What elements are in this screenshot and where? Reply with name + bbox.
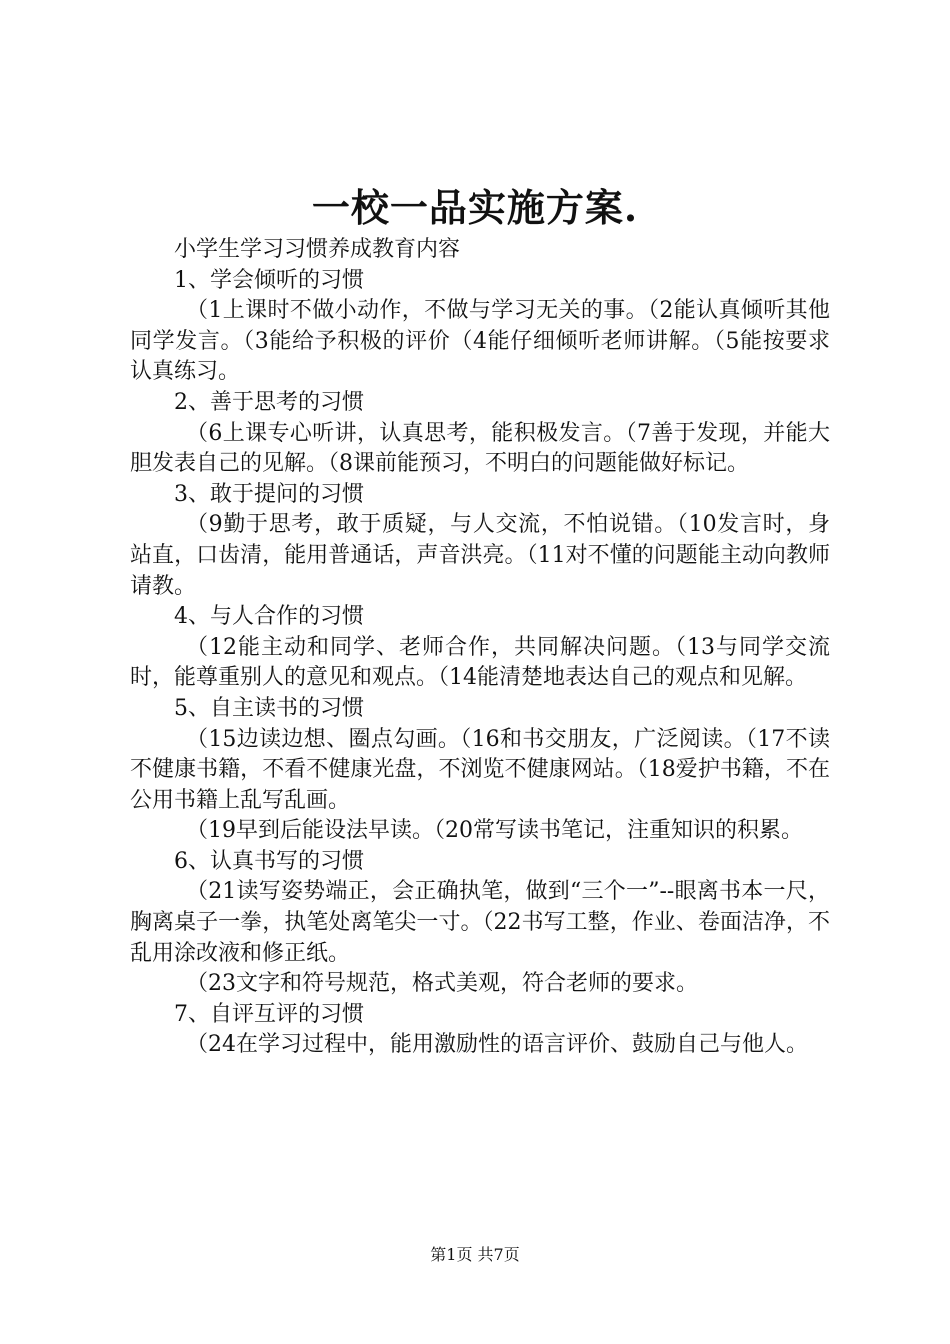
section-heading: 2、善于思考的习惯	[174, 389, 364, 415]
section-paragraph: （1上课时不做小动作，不做与学习无关的事。（2能认真倾听其他同学发言。（3能给予积极的评价（4能仔细倾听老师讲解。（5能按要求认真练习。	[130, 298, 830, 385]
section-heading: 4、与人合作的习惯	[174, 604, 364, 630]
page-title: 一校一品实施方案.	[311, 185, 639, 230]
section-heading: 5、自主读书的习惯	[174, 695, 364, 721]
section-paragraph: （9勤于思考，敢于质疑，与人交流，不怕说错。（10发言时，身站直，口齿清，能用普通话，声音洪亮。（11对不懂的问题能主动向教师请教。	[130, 512, 830, 599]
section-paragraph: （6上课专心听讲，认真思考，能积极发言。（7善于发现，并能大胆发表自己的见解。（8课前能预习，不明白的问题能做好标记。	[130, 420, 830, 477]
section-paragraph: （19早到后能设法早读。（20常写读书笔记，注重知识的积累。	[186, 818, 803, 844]
section-heading: 3、敢于提问的习惯	[174, 481, 364, 507]
page-footer: 第1页 共7页	[430, 1245, 520, 1264]
section-heading: 1、学会倾听的习惯	[174, 267, 364, 293]
section-paragraph: （21读写姿势端正，会正确执笔，做到“三个一”--眼离书本一尺，胸离桌子一拳，执笔处离笔尖一寸。（22书写工整，作业、卷面洁净，不乱用涂改液和修正纸。	[130, 879, 830, 966]
section-heading: 6、认真书写的习惯	[174, 848, 364, 874]
section-paragraph: （23文字和符号规范，格式美观，符合老师的要求。	[186, 971, 698, 997]
section-heading: 7、自评互评的习惯	[174, 1001, 364, 1027]
section-paragraph: （12能主动和同学、老师合作，共同解决问题。（13与同学交流时，能尊重别人的意见和观点。（14能清楚地表达自己的观点和见解。	[130, 634, 830, 691]
section-paragraph: （15边读边想、圈点勾画。（16和书交朋友，广泛阅读。（17不读不健康书籍，不看不健康光盘，不浏览不健康网站。（18爱护书籍，不在公用书籍上乱写乱画。	[130, 726, 830, 813]
section-paragraph: （24在学习过程中，能用激励性的语言评价、鼓励自己与他人。	[186, 1032, 808, 1058]
document-body	[130, 235, 830, 1061]
document-subtitle: 小学生学习习惯养成教育内容	[174, 237, 461, 262]
